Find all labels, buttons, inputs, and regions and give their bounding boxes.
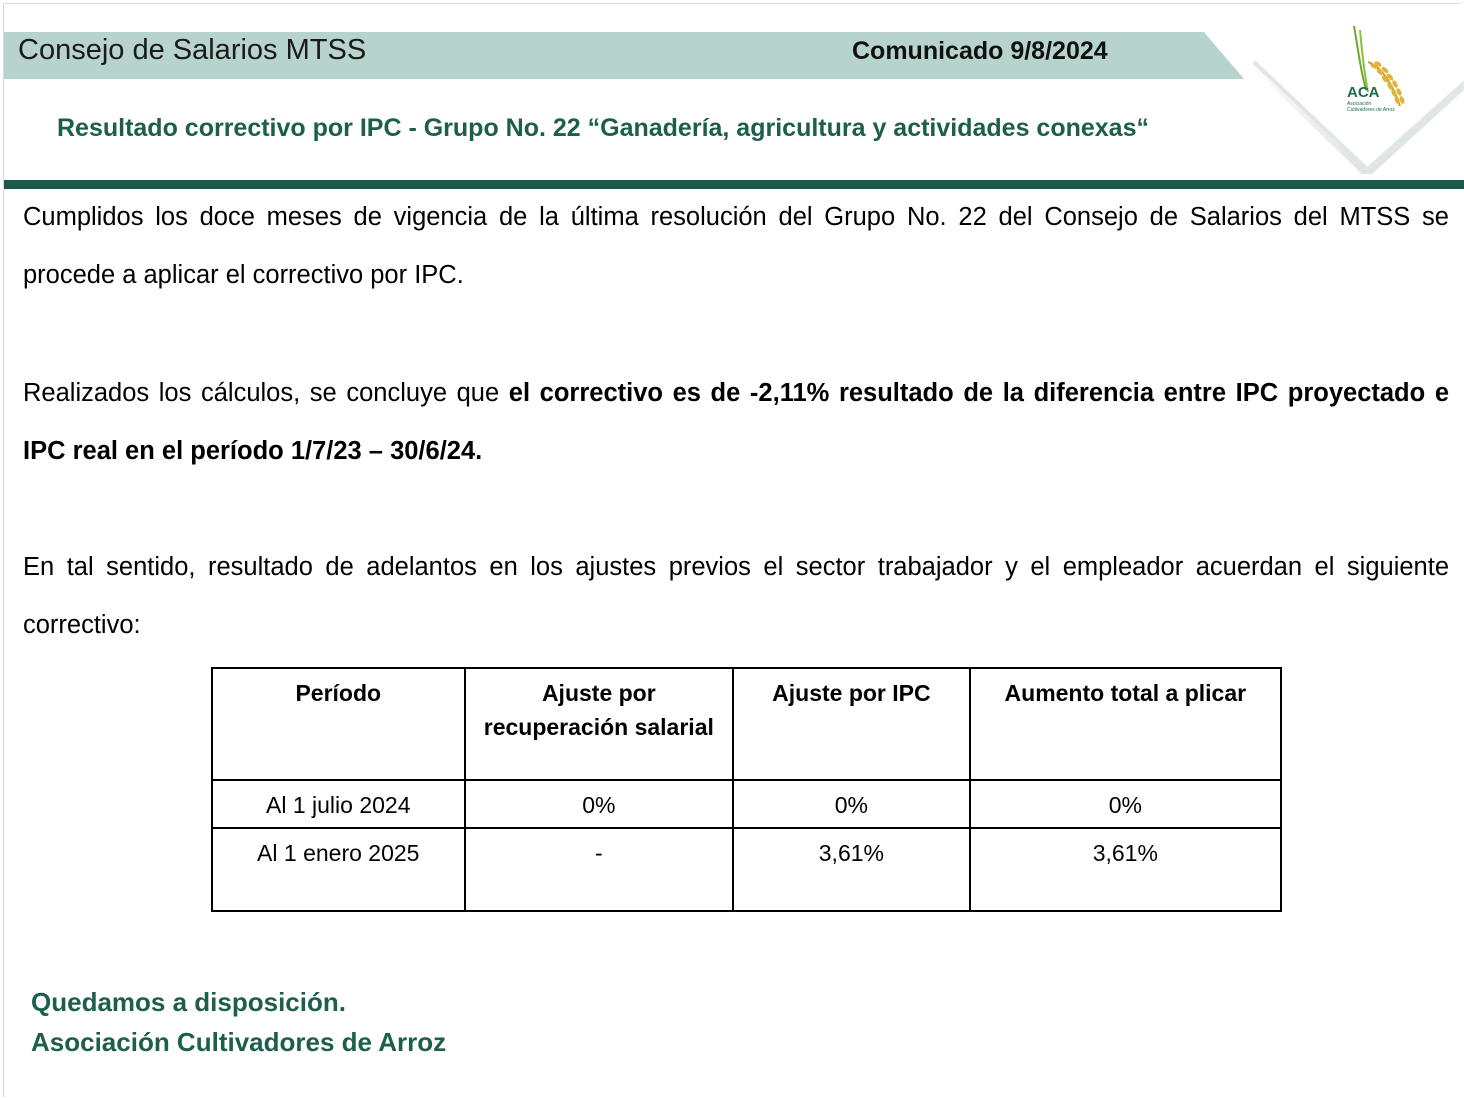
logo-abbreviation: ACA: [1347, 84, 1380, 101]
correction-table: [211, 667, 1282, 912]
cell-total: 3,61%: [970, 828, 1281, 911]
header-ipc-adjustment: Ajuste por IPC: [733, 668, 970, 780]
paragraph-result: [23, 364, 1449, 480]
header-period: Período: [212, 668, 465, 780]
cell-recovery: -: [465, 828, 734, 911]
paragraph-agreement: En tal sentido, resultado de adelantos en los ajustes previos el sector trabajador y el empleador acuerdan el siguiente correctivo:: [23, 553, 1449, 639]
logo-name-line2: Cultivadores de Arroz: [1347, 107, 1395, 113]
page-title: Consejo de Salarios MTSS: [18, 34, 367, 66]
logo-name: [1347, 101, 1407, 113]
cell-recovery: 0%: [465, 780, 734, 828]
closing-line: Quedamos a disposición.: [31, 987, 346, 1017]
cell-period: Al 1 julio 2024: [212, 780, 465, 828]
closing-signature: Asociación Cultivadores de Arroz: [31, 1027, 447, 1057]
table-row: [212, 780, 1281, 828]
cell-period: Al 1 enero 2025: [212, 828, 465, 911]
communique-date: Comunicado 9/8/2024: [852, 37, 1108, 65]
cell-total: 0%: [970, 780, 1281, 828]
paragraph-result-highlight: el correctivo es de -2,11% resultado de la diferencia entre IPC proyectado e IPC real en el período 1/7/23 – 30/6/24.: [23, 379, 1450, 465]
paragraph-intro: Cumplidos los doce meses de vigencia de la última resolución del Grupo No. 22 del Consejo de Salarios del MTSS se procede a aplicar el correctivo por IPC.: [23, 203, 1449, 289]
table-header-row: [212, 668, 1281, 780]
cell-ipc: 0%: [733, 780, 970, 828]
paragraph-result-intro: Realizados los cálculos, se concluye que: [23, 379, 509, 407]
cell-ipc: 3,61%: [733, 828, 970, 911]
header-recovery-adjustment: Ajuste por recuperación salarial: [465, 668, 734, 780]
table-row: [212, 828, 1281, 911]
logo-name-line1: Asociación: [1347, 101, 1372, 107]
header-total-increase: Aumento total a plicar: [970, 668, 1281, 780]
document-subtitle: Resultado correctivo por IPC - Grupo No. 22 “Ganadería, agricultura y actividades conexas“: [57, 114, 1149, 142]
